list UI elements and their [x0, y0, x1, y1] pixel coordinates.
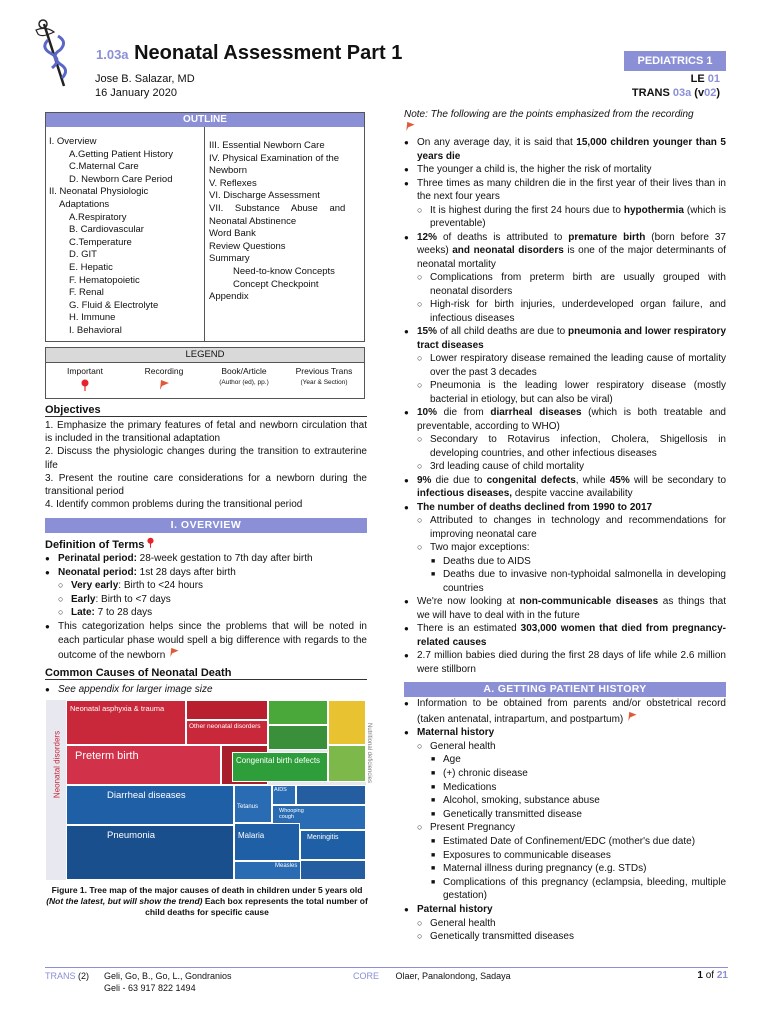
outline-item[interactable]: C.Maternal Care [69, 161, 139, 173]
document-title [96, 42, 402, 65]
treemap-tile: Malaria [234, 823, 300, 861]
treemap-tile: Congenital birth defects [232, 752, 328, 782]
treemap-tile: Measles [234, 861, 316, 880]
outline-item[interactable]: VII. Substance Abuse and [209, 202, 346, 214]
outline-item[interactable]: H. Immune [69, 312, 116, 324]
footer-divider [45, 967, 728, 968]
treemap-side-right: Nutritional deficiencies [366, 722, 372, 784]
figure-caption: Figure 1. Tree map of the major causes of death in children under 5 years old (Not the latest, but will show the trend) Each box represents the total number of child deaths for specific cause [46, 885, 368, 917]
treemap-tile [268, 700, 328, 725]
treemap-tile: Other neonatal disorders [186, 720, 268, 745]
list-item: ○ 3rd leading cause of child mortality [404, 460, 726, 474]
list-item: ○ General health [404, 740, 726, 754]
outline-item[interactable]: VI. Discharge Assessment [209, 190, 320, 202]
list-item: ● Maternal history [404, 726, 726, 740]
course-badge: PEDIATRICS 1 [624, 51, 726, 71]
trans-number: TRANS 03a (v02) [631, 87, 720, 99]
list-item: ● This categorization helps since the problems that will be noted in each particular phase would spell a big difference with regards to the outcome of the newborn [45, 620, 367, 663]
list-item: ● Neonatal period: 1st 28 days after birth [45, 566, 367, 580]
outline-item[interactable]: A.Respiratory [69, 211, 127, 223]
outline-item[interactable]: C.Temperature [69, 236, 132, 248]
legend-title: LEGEND [46, 348, 364, 363]
outline-item[interactable]: II. Neonatal Physiologic [49, 186, 149, 198]
list-item: ■ Age [404, 753, 726, 767]
list-item: ○ Secondary to Rotavirus infection, Cholera, Shigellosis in developing countries, and other infectious diseases [404, 433, 726, 460]
list-item: ○ Two major exceptions: [404, 541, 726, 555]
list-item: ○ Lower respiratory disease remained the leading cause of mortality over the past 3 decades [404, 352, 726, 379]
outline-item[interactable]: B. Cardiovascular [69, 224, 144, 236]
outline-item[interactable]: Adaptations [59, 198, 110, 210]
treemap-side-left: Neonatal disorders [52, 730, 62, 799]
list-item: ● 15% of all child deaths are due to pneumonia and lower respiratory tract diseases [404, 325, 726, 352]
list-item: ○ Present Pregnancy [404, 821, 726, 835]
list-item: ● Perinatal period: 28-week gestation to 7th day after birth [45, 552, 367, 566]
list-item: ○ Pneumonia is the leading lower respiratory disease (mostly bacterial in etiology, but can also be viral) [404, 379, 726, 406]
recording-note: Note: The following are the points emphasized from the recording [404, 108, 726, 136]
appendix-note-list [45, 683, 367, 696]
outline-item[interactable]: IV. Physical Examination of the [209, 152, 340, 164]
list-item: ○ Complications from preterm birth are usually grouped with neonatal disorders [404, 271, 726, 298]
outline-item[interactable]: Summary [209, 253, 250, 265]
treemap-tile [328, 700, 366, 745]
treemap-tile: Pneumonia [66, 825, 234, 880]
author: Jose B. Salazar, MD [95, 73, 195, 85]
list-item: ● On any average day, it is said that 15,000 children younger than 5 years die [404, 136, 726, 163]
outline-item[interactable]: Newborn [209, 165, 248, 177]
outline-item[interactable]: Word Bank [209, 228, 256, 240]
legend-col-important: Important [46, 366, 124, 393]
caduceus-logo-icon [30, 18, 80, 90]
outline-item[interactable]: I. Behavioral [69, 324, 122, 336]
outline-item[interactable]: Need-to-know Concepts [233, 265, 335, 277]
treemap-tile [296, 785, 366, 805]
list-item: ● The number of deaths declined from 1990 to 2017 [404, 501, 726, 515]
legend-col-book: Book/Article (Author (ed), pp.) [219, 366, 269, 386]
causes-title: Common Causes of Neonatal Death [45, 667, 367, 680]
list-item: ● See appendix for larger image size [45, 683, 367, 696]
history-list [404, 697, 726, 944]
outline-item[interactable]: D. Newborn Care Period [69, 173, 173, 185]
recording-flag-icon [168, 647, 180, 658]
treemap-tile [328, 745, 366, 782]
list-item: ■ Complications of this pregnancy (eclampsia, bleeding, multiple gestation) [404, 876, 726, 903]
treemap-tile [268, 725, 328, 750]
footer-trans: TRANS (2) [45, 971, 90, 981]
outline-item[interactable]: I. Overview [49, 136, 97, 147]
outline-item[interactable]: Concept Checkpoint [233, 278, 319, 290]
list-item: ○ Very early: Birth to <24 hours [45, 579, 367, 593]
outline-item[interactable]: G. Fluid & Electrolyte [69, 299, 159, 311]
definition-title: Definition of Terms [45, 537, 154, 551]
legend-box [45, 347, 365, 399]
outline-item[interactable]: D. GIT [69, 249, 97, 261]
objective-item: 1. Emphasize the primary features of fetal and newborn circulation that is included in the transitional adaptation [45, 420, 367, 445]
treemap-tile: Neonatal asphyxia & trauma [66, 700, 186, 745]
outline-item[interactable]: F. Renal [69, 287, 104, 299]
page-number: 1 of 21 [697, 970, 728, 981]
treemap-tile: Whooping cough [272, 805, 366, 830]
list-item: ● We're now looking at non-communicable diseases as things that we will have to deal with in the future [404, 595, 726, 622]
legend-col-prev: Previous Trans (Year & Section) [295, 366, 353, 386]
outline-item[interactable]: V. Reflexes [209, 177, 257, 189]
outline-item[interactable]: Appendix [209, 291, 249, 303]
outline-item[interactable]: A.Getting Patient History [69, 148, 174, 160]
pin-icon [81, 379, 89, 391]
list-item: ● Information to be obtained from parents and/or obstetrical record (taken antenatal, intrapartum, and postpartum) [404, 697, 726, 726]
list-item: ■ Alcohol, smoking, substance abuse [404, 794, 726, 808]
list-item: ● 12% of deaths is attributed to premature birth (born before 37 weeks) and neonatal disorders is one of the major determinants of neonatal mortality [404, 231, 726, 272]
list-item: ● Paternal history [404, 903, 726, 917]
treemap-tile: Preterm birth [66, 745, 221, 785]
outline-item[interactable]: III. Essential Newborn Care [209, 140, 325, 151]
stats-list [404, 136, 726, 676]
treemap-tile [186, 700, 268, 720]
list-item: ○ High-risk for birth injuries, underdeveloped organ failure, and infectious diseases [404, 298, 726, 325]
list-item: ● 10% die from diarrheal diseases (which is both treatable and preventable, according to WHO) [404, 406, 726, 433]
objective-item: 4. Identify common problems during the transitional period [45, 499, 303, 511]
le-number: LE 01 [690, 73, 720, 85]
treemap-tile: Diarrheal diseases [66, 785, 234, 825]
recording-flag-icon [158, 379, 170, 391]
list-item: ■ Maternal illness during pregnancy (e.g. STDs) [404, 862, 726, 876]
outline-item[interactable]: Review Questions [209, 240, 286, 252]
list-item: ○ Late: 7 to 28 days [45, 606, 367, 620]
date: 16 January 2020 [95, 87, 177, 99]
outline-left [49, 136, 203, 338]
outline-right [209, 140, 359, 304]
list-item: ● 9% die due to congenital defects, while 45% will be secondary to infectious diseases, despite vaccine availability [404, 474, 726, 501]
pin-icon [147, 537, 154, 548]
title-text: Neonatal Assessment Part 1 [134, 42, 403, 64]
recording-flag-icon [626, 711, 638, 722]
patient-history-bar: A. GETTING PATIENT HISTORY [404, 682, 726, 697]
legend-col-recording: Recording [124, 366, 204, 393]
list-item: ■ Deaths due to AIDS [404, 555, 726, 569]
treemap-tile: Tetanus [234, 785, 272, 823]
outline-title: OUTLINE [46, 113, 364, 127]
treemap-figure [46, 700, 372, 880]
list-item: ■ Genetically transmitted disease [404, 808, 726, 822]
objective-item: 3. Present the routine care considerations for a newborn during the transitional period [45, 472, 367, 498]
outline-item[interactable]: Neonatal Abstinence [209, 215, 297, 227]
outline-item[interactable]: F. Hematopoietic [69, 274, 140, 286]
list-item: ○ It is highest during the first 24 hours due to hypothermia (which is preventable) [404, 204, 726, 231]
outline-box [45, 112, 365, 342]
list-item: ■ Deaths due to invasive non-typhoidal salmonella in developing countries [404, 568, 726, 595]
footer-core: CORE Olaer, Panalondong, Sadaya [353, 971, 511, 981]
list-item: ○ Genetically transmitted diseases [404, 930, 726, 944]
treemap-tile [300, 860, 366, 880]
list-item: ● There is an estimated 303,000 women that died from pregnancy-related causes [404, 622, 726, 649]
footer-trans-names: Geli, Go, B., Go, L., Gondranios Geli - 63 917 822 1494 [104, 971, 232, 993]
list-item: ○ Attributed to changes in technology and recommendations for improving neonatal care [404, 514, 726, 541]
list-item: ■ Medications [404, 781, 726, 795]
objectives-list [45, 419, 367, 511]
outline-divider [204, 127, 205, 341]
treemap-tile: Meningitis [300, 830, 366, 860]
list-item: ● The younger a child is, the higher the risk of mortality [404, 163, 726, 177]
list-item: ■ Exposures to communicable diseases [404, 849, 726, 863]
list-item: ● 2.7 million babies died during the first 28 days of life while 2.6 million were stillborn [404, 649, 726, 676]
overview-bar: I. OVERVIEW [45, 518, 367, 533]
list-item: ● Three times as many children die in the first year of their lives than in the next four years [404, 177, 726, 204]
definition-list [45, 552, 367, 663]
outline-item[interactable]: E. Hepatic [69, 261, 113, 273]
list-item: ○ Early: Birth to <7 days [45, 593, 367, 607]
list-item: ○ General health [404, 917, 726, 931]
title-code: 1.03a [96, 47, 129, 62]
objectives-title: Objectives [45, 404, 367, 417]
recording-flag-icon [404, 121, 416, 132]
treemap-tile: AIDS [272, 785, 296, 805]
list-item: ■ Estimated Date of Confinement/EDC (mother's due date) [404, 835, 726, 849]
objective-item: 2. Discuss the physiologic changes during the transition to extrauterine life [45, 446, 367, 471]
list-item: ■ (+) chronic disease [404, 767, 726, 781]
